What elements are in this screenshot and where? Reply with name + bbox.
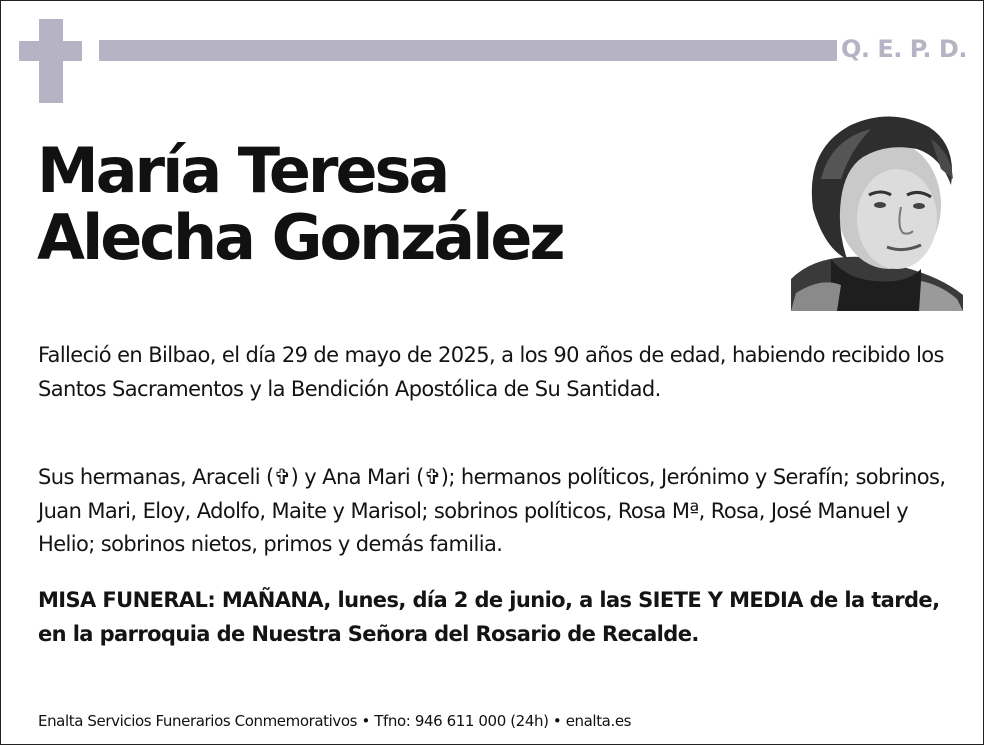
deceased-name bbox=[37, 134, 563, 274]
qepd-label: Q. E. P. D. bbox=[841, 35, 967, 63]
header-rule bbox=[99, 40, 837, 61]
cross-icon-vertical bbox=[39, 19, 63, 103]
deceased-name-line2: Alecha González bbox=[37, 201, 563, 274]
family-paragraph: Sus hermanas, Araceli (✞) y Ana Mari (✞); hermanos políticos, Jerónimo y Serafín; sobrinos, Juan Mari, Eloy, Adolfo, Maite y Marisol; sobrinos políticos, Rosa Mª, Rosa, José Manuel y Helio; sobrinos nietos, primos y demás familia. bbox=[38, 465, 946, 556]
portrait-photo bbox=[791, 109, 963, 311]
death-announcement-paragraph: Falleció en Bilbao, el día 29 de mayo de 2025, a los 90 años de edad, habiendo recibido los Santos Sacramentos y la Bendición Apostólica de Su Santidad. bbox=[38, 343, 944, 401]
funeral-home-footer: Enalta Servicios Funerarios Conmemorativos • Tfno: 946 611 000 (24h) • enalta.es bbox=[38, 712, 632, 730]
funeral-mass-paragraph: MISA FUNERAL: MAÑANA, lunes, día 2 de junio, a las SIETE Y MEDIA de la tarde, en la parroquia de Nuestra Señora del Rosario de Recalde. bbox=[38, 588, 940, 646]
cross-icon-horizontal bbox=[19, 41, 82, 61]
deceased-name-line1: María Teresa bbox=[37, 134, 448, 207]
